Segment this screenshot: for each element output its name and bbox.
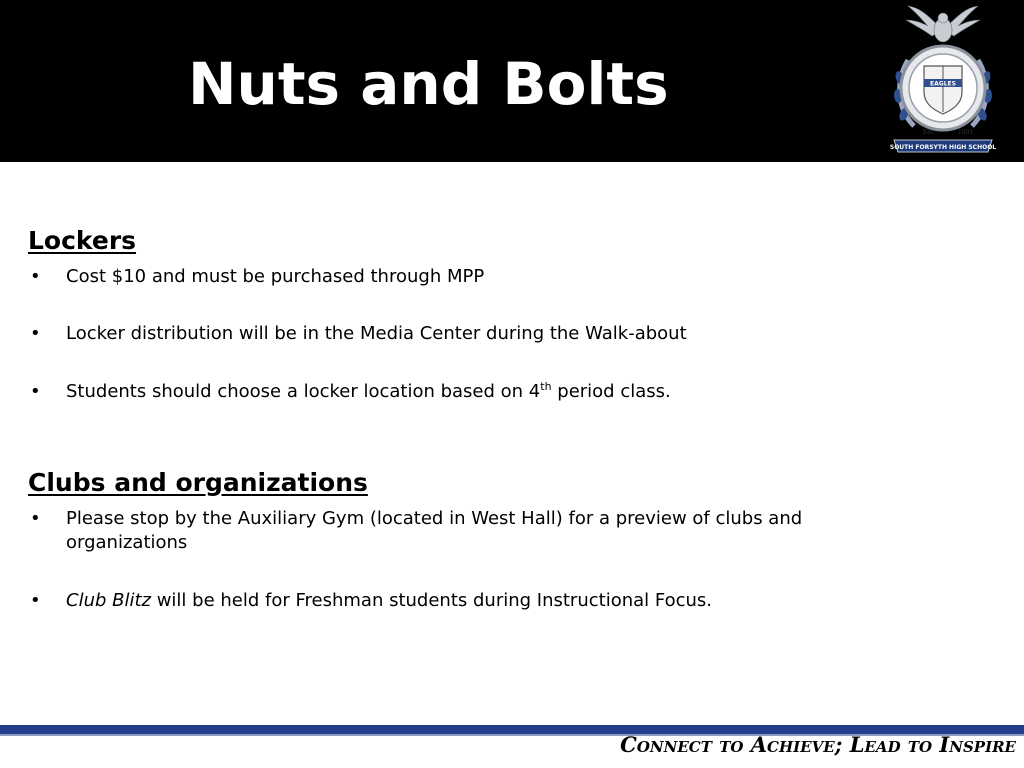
bullet-text-club-blitz — [66, 589, 926, 613]
eagle-school-crest-icon — [878, 0, 1008, 158]
school-crest-logo — [878, 0, 1008, 158]
bullet-text-locker-distribution: Locker distribution will be in the Media Center during the Walk-about — [66, 323, 687, 344]
svg-text:1991: 1991 — [958, 129, 974, 136]
bullet-text-locker-location — [66, 380, 926, 404]
section-heading-clubs: Clubs and organizations — [28, 468, 368, 497]
section-heading-lockers: Lockers — [28, 226, 137, 255]
bullet-text-part: period class. — [551, 381, 671, 402]
bullet-marker: • — [30, 266, 41, 287]
bullet-text-part: will be held for Freshman students during Instructional Focus. — [150, 590, 712, 611]
svg-text:EAGLES: EAGLES — [930, 80, 956, 88]
superscript-ordinal: th — [540, 380, 552, 393]
slide-title: Nuts and Bolts — [188, 50, 669, 118]
bullet-text-part: Students should choose a locker location based on 4 — [66, 381, 541, 402]
bullet-marker: • — [30, 508, 41, 529]
footer-tagline: Connect to Achieve; Lead to Inspire — [620, 732, 1016, 757]
bullet-marker: • — [30, 323, 41, 344]
header-banner — [0, 0, 1024, 162]
bullet-text-aux-gym: Please stop by the Auxiliary Gym (located in West Hall) for a preview of clubs and organizations — [66, 508, 803, 553]
club-blitz-italic: Club Blitz — [66, 590, 151, 611]
bullet-marker: • — [30, 381, 41, 402]
bullet-text-locker-cost: Cost $10 and must be purchased through MPP — [66, 266, 485, 287]
svg-text:Est.: Est. — [923, 129, 935, 136]
bullet-marker: • — [30, 590, 41, 611]
svg-text:SOUTH FORSYTH HIGH SCHOOL: SOUTH FORSYTH HIGH SCHOOL — [889, 144, 997, 151]
